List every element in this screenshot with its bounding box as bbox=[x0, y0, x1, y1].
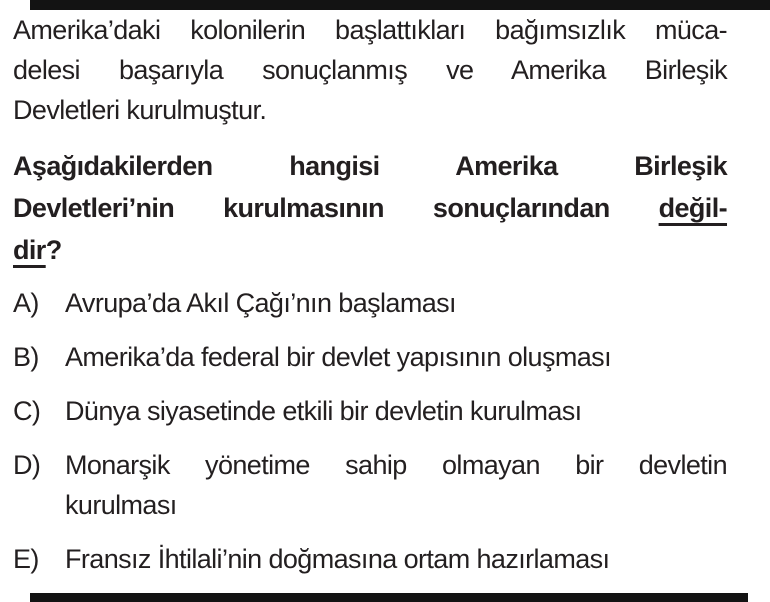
stem-underlined-word: dir bbox=[13, 235, 46, 265]
stem-question-mark: ? bbox=[45, 235, 62, 265]
question-content bbox=[13, 10, 727, 593]
option-text-a bbox=[65, 283, 727, 323]
option-label-d: D) bbox=[13, 450, 41, 480]
option-line: Fransız İhtilali’nin doğmasına ortam hazırlaması bbox=[65, 544, 610, 574]
intro-line-3: Devletleri kurulmuştur. bbox=[13, 95, 267, 125]
bottom-edge-bar bbox=[30, 593, 748, 602]
option-row-c bbox=[13, 391, 727, 431]
option-row-b bbox=[13, 337, 727, 377]
option-line: kurulması bbox=[65, 490, 177, 520]
option-row-e bbox=[13, 539, 727, 579]
stem-line-2-text: Devletleri’nin kurulmasının sonuçlarından bbox=[13, 193, 610, 223]
option-line: Avrupa’da Akıl Çağı’nın başlaması bbox=[65, 288, 456, 318]
stem-line-1: Aşağıdakilerden hangisi Amerika Birleşik bbox=[13, 151, 727, 181]
question-intro-paragraph bbox=[13, 10, 727, 130]
option-line: Dünya siyasetinde etkili bir devletin kurulması bbox=[65, 396, 582, 426]
stem-line-2 bbox=[13, 187, 727, 229]
option-row-a bbox=[13, 283, 727, 323]
top-edge-bar bbox=[30, 0, 770, 10]
option-label-c: C) bbox=[13, 396, 41, 426]
option-label-a: A) bbox=[13, 288, 39, 318]
option-text-d bbox=[65, 445, 727, 525]
option-text-e bbox=[65, 539, 727, 579]
stem-underlined-word: değil- bbox=[658, 193, 728, 223]
option-line: Monarşik yönetime sahip olmayan bir devletin bbox=[65, 450, 727, 480]
stem-line-3 bbox=[13, 229, 727, 271]
option-row-d bbox=[13, 445, 727, 525]
question-stem bbox=[13, 145, 727, 271]
option-label-b: B) bbox=[13, 342, 39, 372]
option-label-e: E) bbox=[13, 544, 39, 574]
option-text-c bbox=[65, 391, 727, 431]
option-text-b bbox=[65, 337, 727, 377]
intro-line-2: delesi başarıyla sonuçlanmış ve Amerika Birleşik bbox=[13, 55, 727, 85]
option-line: Amerika’da federal bir devlet yapısının oluşması bbox=[65, 342, 611, 372]
intro-line-1: Amerika’daki kolonilerin başlattıkları bağımsızlık müca- bbox=[13, 15, 727, 45]
options-list bbox=[13, 283, 727, 579]
